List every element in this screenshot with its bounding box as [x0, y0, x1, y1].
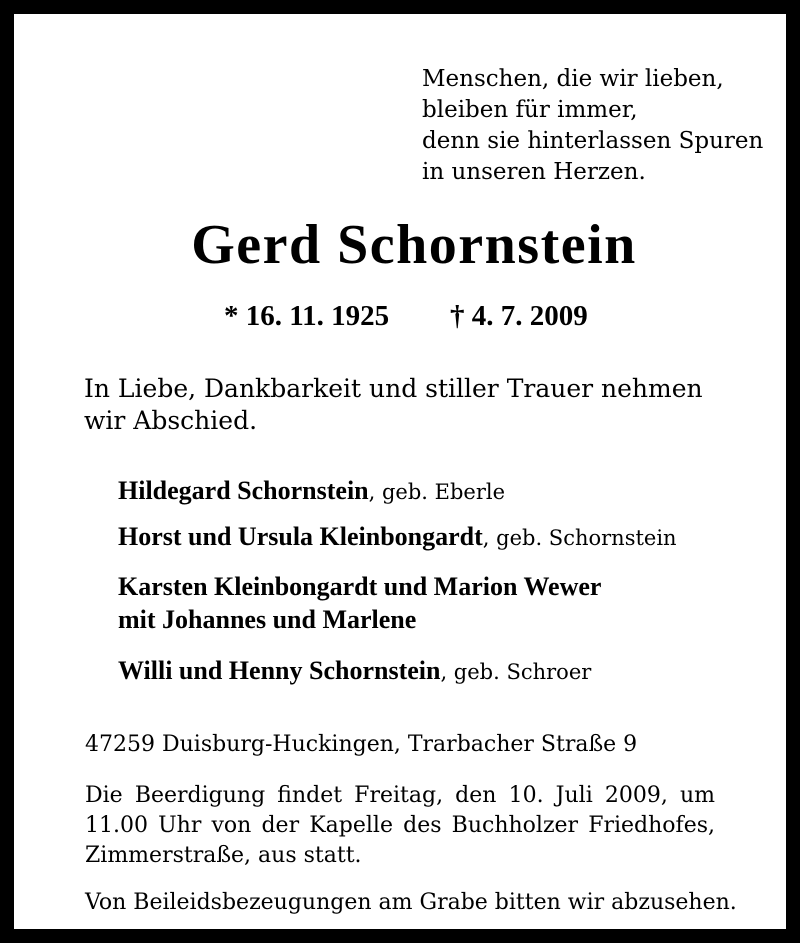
memorial-poem — [422, 64, 763, 188]
birth-date: * 16. 11. 1925 — [224, 300, 390, 332]
mourner-names: Willi und Henny Schornstein — [118, 656, 441, 685]
deceased-name: Gerd Schornstein — [191, 214, 637, 276]
mourner-entry — [118, 654, 591, 689]
mourner-entry — [118, 520, 677, 555]
family-address: 47259 Duisburg-Huckingen, Trarbacher Straße 9 — [85, 732, 638, 757]
mourner-entry — [118, 474, 505, 509]
poem-line: bleiben für immer, — [422, 97, 638, 123]
mourner-names: Horst und Ursula Kleinbongardt — [118, 522, 483, 551]
mourner-suffix: , geb. Schroer — [440, 660, 592, 684]
mourner-names-continued: mit Johannes und Marlene — [118, 605, 417, 634]
funeral-line: Zimmerstraße, aus statt. — [85, 843, 362, 868]
mourner-suffix: , geb. Eberle — [368, 480, 506, 504]
poem-line: in unseren Herzen. — [422, 159, 646, 185]
mourner-suffix: , geb. Schornstein — [482, 526, 677, 550]
poem-line: denn sie hinterlassen Spuren — [422, 128, 764, 154]
funeral-line: Die Beerdigung findet Freitag, den 10. Juli 2009, um — [85, 783, 715, 808]
mourner-entry — [118, 570, 601, 636]
funeral-line: 11.00 Uhr von der Kapelle des Buchholzer Friedhofes, — [85, 813, 715, 838]
mourner-names: Karsten Kleinbongardt und Marion Wewer — [118, 572, 602, 601]
intro-line: In Liebe, Dankbarkeit und stiller Trauer nehmen — [84, 374, 703, 403]
poem-line: Menschen, die wir lieben, — [422, 66, 724, 92]
funeral-details — [85, 781, 715, 871]
farewell-intro — [84, 373, 764, 437]
death-date: † 4. 7. 2009 — [450, 300, 588, 332]
intro-line: wir Abschied. — [84, 406, 258, 435]
condolence-note: Von Beileidsbezeugungen am Grabe bitten wir abzusehen. — [85, 890, 737, 915]
mourner-names: Hildegard Schornstein — [118, 476, 369, 505]
